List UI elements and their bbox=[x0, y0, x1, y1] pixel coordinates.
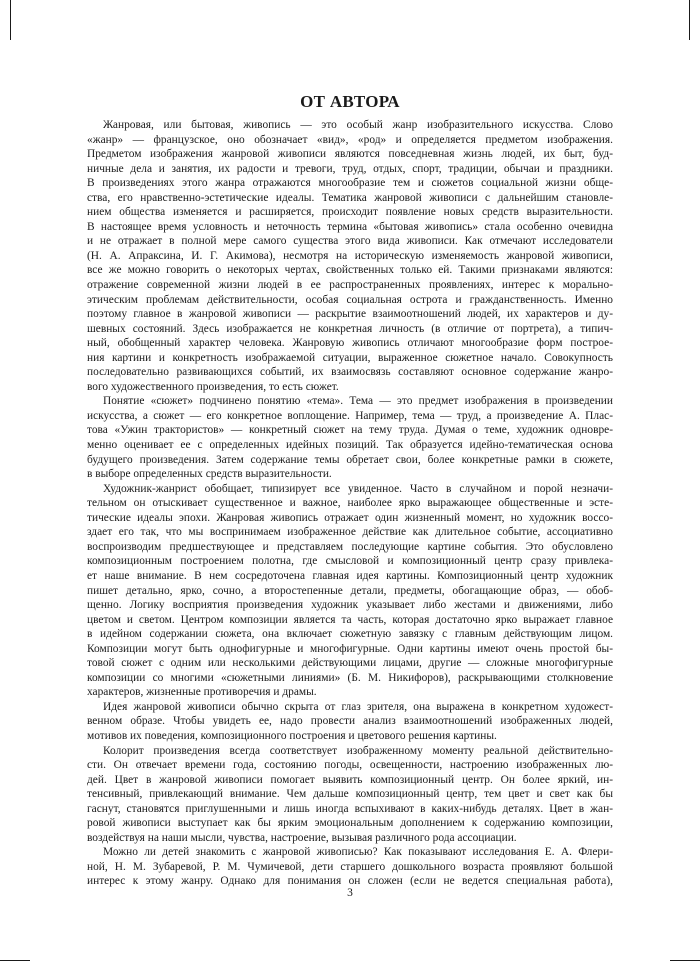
text-line: композиционным построением полотна, где смысловой и композиционный центр сразу привлека- bbox=[87, 555, 613, 568]
text-line: искусства, а сюжет — его конкретное воплощение. Например, тема — труд, а произведение А. Плас- bbox=[87, 409, 613, 422]
text-line: «жанр» — французское, оно обозначает «вид», «род» и определяется предметом изображения. bbox=[87, 133, 613, 146]
text-line: щенно. Логику восприятия произведения художник указывает либо жестами и движениями, либо bbox=[87, 599, 613, 612]
paragraph bbox=[87, 118, 613, 394]
paragraph bbox=[87, 744, 613, 846]
text-line: ничные дела и занятия, их радости и тревоги, труд, отдых, спорт, традиции, обычаи и праздники. bbox=[87, 162, 613, 175]
text-line: тические идеалы эпохи. Жанровая живопись отражает один жизненный момент, но художник воссо- bbox=[87, 511, 613, 524]
text-line: здает его так, что мы воспринимаем изображенное действие как длительное событие, ассоциативно bbox=[87, 526, 613, 539]
text-line: ной, Н. М. Зубаревой, Р. М. Чумичевой, дети старшего дошкольного возраста проявляют большой bbox=[87, 860, 613, 873]
text-line: шевных состояний. Здесь изображается не конкретная личность (в отличие от портрета), а типич- bbox=[87, 322, 613, 335]
text-line: Предметом изображения жанровой живописи являются повседневная жизнь людей, их быт, буд- bbox=[87, 148, 613, 161]
text-line: В произведениях этого жанра отражаются многообразие тем и сюжетов социальной жизни обще- bbox=[87, 177, 613, 190]
text-line: Можно ли детей знакомить с жанровой живописью? Как показывают исследования Е. А. Флери- bbox=[103, 846, 613, 859]
text-line: ет наше внимание. В нем сосредоточена главная идея картины. Композиционный центр художник bbox=[87, 569, 613, 582]
text-line: Идея жанровой живописи обычно скрыта от глаз зрителя, она выражена в конкретном художест- bbox=[103, 700, 613, 713]
paragraph bbox=[87, 845, 613, 889]
crop-mark-bottom-left bbox=[0, 960, 30, 961]
text-line: будущего произведения. Затем содержание темы обретает свои, более конкретные рамки в сюжете, bbox=[87, 453, 613, 466]
text-line: ства, его нравственно-эстетические идеалы. Тематика жанровой живописи с дальнейшим становле- bbox=[87, 191, 613, 204]
text-line: гаснут, становятся приглушенными и лишь иногда вспыхивают в каких-нибудь деталях. Цвет в жан- bbox=[87, 802, 613, 815]
text-line: Композиции могут быть однофигурные и многофигурные. Одни картины имеют очень простой бы- bbox=[87, 642, 613, 655]
crop-mark-top-right bbox=[689, 0, 690, 40]
paragraph bbox=[87, 482, 613, 700]
page-number: 3 bbox=[347, 887, 353, 899]
page-title: ОТ АВТОРА bbox=[300, 92, 400, 111]
text-line: тенсивный, привлекающий внимание. Чем дальше композиционный центр, тем цвет и свет как бы bbox=[87, 788, 613, 801]
text-line: тельном он отыскивает существенное и важное, наиболее ярко выражающее общественные и эсте- bbox=[87, 497, 613, 510]
text-line: пишет детально, ярко, сочно, а второстепенные детали, предметы, обогащающие образ, — обоб- bbox=[87, 584, 613, 597]
text-line: вого художественного произведения, то есть сюжет. bbox=[87, 380, 339, 393]
paragraph bbox=[87, 394, 613, 481]
crop-mark-bottom-right bbox=[670, 960, 700, 961]
text-line: (Н. А. Апраксина, И. Г. Акимова), несмотря на историческую изменяемость жанровой живописи, bbox=[87, 249, 613, 262]
text-line: и не отражает в полной мере самого существа этого вида живописи. Как отмечают исследователи bbox=[87, 235, 613, 248]
text-line: В настоящее время условность и неточность термина «бытовая живопись» стала особенно очевидна bbox=[87, 220, 613, 233]
text-line: последовательно развивающихся событий, их взаимосвязь составляют основное содержание жанро- bbox=[87, 366, 613, 379]
text-line: воздействуя на наши мысли, чувства, настроение, вызывая различного рода ассоциации. bbox=[87, 831, 517, 844]
text-line: това «Ужин трактористов» — конкретный сюжет на тему труда. Думая о теме, художник одновре- bbox=[87, 424, 613, 437]
text-line: отражение современной жизни людей в ее распространенных проявлениях, интерес к морально- bbox=[87, 279, 613, 292]
text-line: ровой живописи выступает как бы ярким эмоциональным дополнением к содержанию композиции, bbox=[87, 817, 613, 830]
text-line: менно оценивает ее с определенных идейных позиций. Так образуется идейно-тематическая основа bbox=[87, 439, 613, 452]
text-line: поэтому главное в жанровой живописи — раскрытие взаимоотношений людей, их характеров и ду- bbox=[87, 308, 613, 321]
text-line: Колорит произведения всегда соответствует изображенному моменту реальной действительно- bbox=[103, 744, 613, 757]
text-line: характеров, жизненные противоречия и драмы. bbox=[87, 686, 317, 699]
text-line: цветом и светом. Центром композиции является та часть, которая достаточно ярко выражает главное bbox=[87, 613, 613, 626]
text-line: композиции со многими «сюжетными линиями» (Б. М. Никифоров), раскрывающими столкновение bbox=[87, 671, 613, 684]
crop-mark-top-left bbox=[10, 0, 11, 40]
text-line: воспроизводим предшествующее и представляем последующие картине события. Это обусловлено bbox=[87, 540, 613, 553]
text-line: в выборе определенных средств выразительности. bbox=[87, 468, 332, 481]
text-line: Понятие «сюжет» подчинено понятию «тема». Тема — это предмет изображения в произведении bbox=[103, 395, 613, 408]
text-line: ния картини и конкретность изображаемой ситуации, выраженное сюжетное начало. Совокупность bbox=[87, 351, 613, 364]
text-line: нием общества изменяется и расширяется, происходит появление новых средств выразительности. bbox=[87, 206, 613, 219]
text-line: мотивов их поведения, композиционного построения и цветового решения картины. bbox=[87, 729, 497, 742]
paragraph bbox=[87, 700, 613, 744]
text-line: интерес к этому жанру. Однако для понимания он сложен (если не ведется специальная работа), bbox=[87, 875, 613, 888]
text-line: все же можно говорить о некоторых чертах, свойственных только ей. Такими признаками являются: bbox=[87, 264, 613, 277]
text-line: в идейном содержании сюжета, она включает сюжетную завязку с главным действующим лицом. bbox=[87, 628, 613, 641]
text-line: сти. Он отвечает времени года, состоянию погоды, освещенности, настроению изображенных лю- bbox=[87, 759, 613, 772]
text-line: венном образе. Чтобы увидеть ее, надо провести анализ взаимоотношений изображенных людей, bbox=[87, 715, 613, 728]
body-text bbox=[87, 118, 613, 889]
text-line: ный, обобщенный характер человека. Жанровую живопись отличают многообразие форм построе- bbox=[87, 337, 613, 350]
text-line: товой сюжет с одним или несколькими действующими лицами, другие — сложные многофигурные bbox=[87, 657, 613, 670]
text-line: дей. Цвет в жанровой живописи помогает выявить композиционный центр. Он более яркий, ин- bbox=[87, 773, 613, 786]
text-line: этическим проблемам действительности, особая социальная острота и гражданственность. Именно bbox=[87, 293, 613, 306]
text-line: Жанровая, или бытовая, живопись — это особый жанр изобразительного искусства. Слово bbox=[103, 119, 613, 131]
text-line: Художник-жанрист обобщает, типизирует все увиденное. Часто в случайном и порой незначи- bbox=[103, 482, 613, 495]
